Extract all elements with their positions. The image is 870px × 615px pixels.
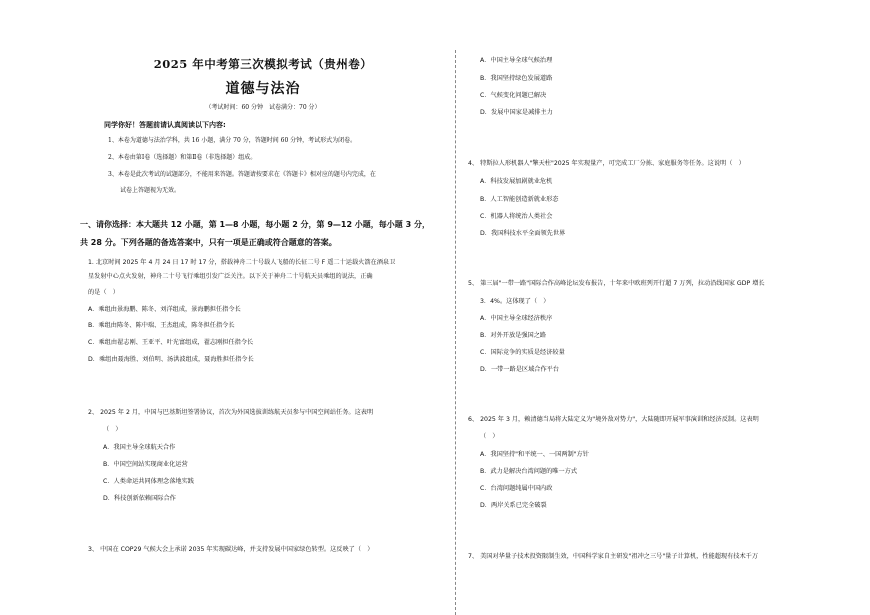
- option-d: D．发展中国家是减排主力: [480, 109, 553, 116]
- option-c: C．人类命运共同体理念落地实践: [103, 478, 194, 485]
- column-divider: [455, 50, 456, 615]
- option-d: D．两岸关系已完全破裂: [480, 502, 547, 509]
- question-stem: 2、 2025 年 2 月，中国与巴基斯坦签署协议，首次为外国选拔训练航天员参与中国空间站任务。这表明: [88, 409, 374, 416]
- notice-item: 2、本卷由第Ⅰ卷（选择题）和第Ⅱ卷（非选择题）组成。: [108, 154, 257, 161]
- section-heading: 一、请你选择：本大题共 12 小题，第 1—8 小题，每小题 2 分，第 9—12 小题，每小题 3 分，: [80, 220, 430, 229]
- notice-item: 1、本卷为道德与法治学科，共 16 小题，满分 70 分，答题时间 60 分钟，考试形式为闭卷。: [108, 137, 357, 144]
- option-d: D．科技创新依赖国际合作: [103, 495, 176, 502]
- question-stem: （ ）: [103, 426, 122, 433]
- notice-heading: 同学你好！答题前请认真阅读以下内容:: [104, 121, 226, 129]
- question-stem: 4、 特斯拉人形机器人"擎天柱"2025 年实现量产，可完成工厂分拣、家庭服务等任务。这说明（ ）: [468, 160, 745, 167]
- exam-info: （考试时间：60 分钟 试卷满分：70 分）: [205, 104, 321, 111]
- question-stem: 1. 北京时间 2025 年 4 月 24 日 17 时 17 分，搭载神舟二十号载人飞船的长征二号 F 遥二十运载火箭在酒泉卫: [88, 259, 396, 266]
- option-b: B．中国空间站实现商业化运营: [103, 461, 188, 468]
- option-c: C．机器人将统治人类社会: [480, 213, 553, 220]
- question-stem: （ ）: [480, 433, 499, 440]
- option-d: D．乘组由聂海胜、刘伯明、汤洪波组成，聂海胜担任指令长: [88, 356, 254, 363]
- question-stem: 3．4%。这体现了（ ）: [480, 298, 550, 305]
- option-c: C．台湾问题纯属中国内政: [480, 485, 553, 492]
- option-d: D．我国科技水平全面领先世界: [480, 230, 566, 237]
- subject-title: 道德与法治: [225, 81, 301, 97]
- option-c: C．乘组由翟志刚、王亚平、叶光富组成，翟志刚担任指令长: [88, 339, 254, 346]
- question-stem: 5、 第三届"一带一路"国际合作高峰论坛发布报告，十年来中欧班列开行超 7 万列，拉动沿线国家 GDP 增长: [468, 280, 765, 287]
- option-c: C．气候变化问题已解决: [480, 92, 547, 99]
- exam-title: 2025 年中考第三次模拟考试（贵州卷）: [153, 57, 373, 71]
- question-stem: 3、 中国在 COP29 气候大会上承诺 2035 年实现碳达峰，并支持发展中国家绿色转型。这反映了（ ）: [88, 546, 374, 553]
- notice-item: 试卷上答题视为无效。: [120, 187, 181, 194]
- section-heading: 共 28 分。下列各题的备选答案中，只有一项是正确或符合题意的答案。: [80, 238, 337, 247]
- option-b: B．人工智能创造新就业形态: [480, 196, 559, 203]
- option-b: B．武力是解决台湾问题的唯一方式: [480, 468, 578, 475]
- option-c: C．国际竞争的实质是经济较量: [480, 349, 565, 356]
- question-stem: 的是（ ）: [88, 289, 119, 296]
- option-a: A．我国坚持"和平统一、一国两制"方针: [480, 451, 589, 458]
- notice-item: 3、本卷是此次考试的试题部分，不能用来答题。答题请按要求在《答题卡》相对应的题号内完成，在: [108, 171, 376, 178]
- option-a: A．中国主导全球气候治理: [480, 57, 553, 64]
- question-stem: 7、 美国对华量子技术投资限制生效，中国科学家自主研发"祖冲之三号"量子计算机，性能超现有技术千万: [468, 553, 759, 560]
- option-a: A．中国主导全球经济秩序: [480, 315, 553, 322]
- question-stem: 6、 2025 年 3 月，赖清德当局将大陆定义为"境外敌对势力"，大陆随即开展军事演训和经济反制。这表明: [468, 416, 759, 423]
- option-a: A．我国主导全球航天合作: [103, 444, 176, 451]
- option-b: B．乘组由陈冬、陈中瑞、王杰组成，陈冬担任指令长: [88, 322, 235, 329]
- option-a: A．科技发展加剧就业危机: [480, 178, 553, 185]
- option-d: D．一带一路是区域合作平台: [480, 366, 560, 373]
- option-b: B．对外开放是强国之路: [480, 332, 547, 339]
- option-b: B．我国坚持绿色发展道路: [480, 75, 553, 82]
- question-stem: 星发射中心点火发射，神舟二十号飞行乘组引发广泛关注。以下关于神舟二十号航天员乘组的说法，正确: [88, 273, 373, 280]
- option-a: A．乘组由景海鹏、陈冬、刘洋组成，景海鹏担任指令长: [88, 306, 241, 313]
